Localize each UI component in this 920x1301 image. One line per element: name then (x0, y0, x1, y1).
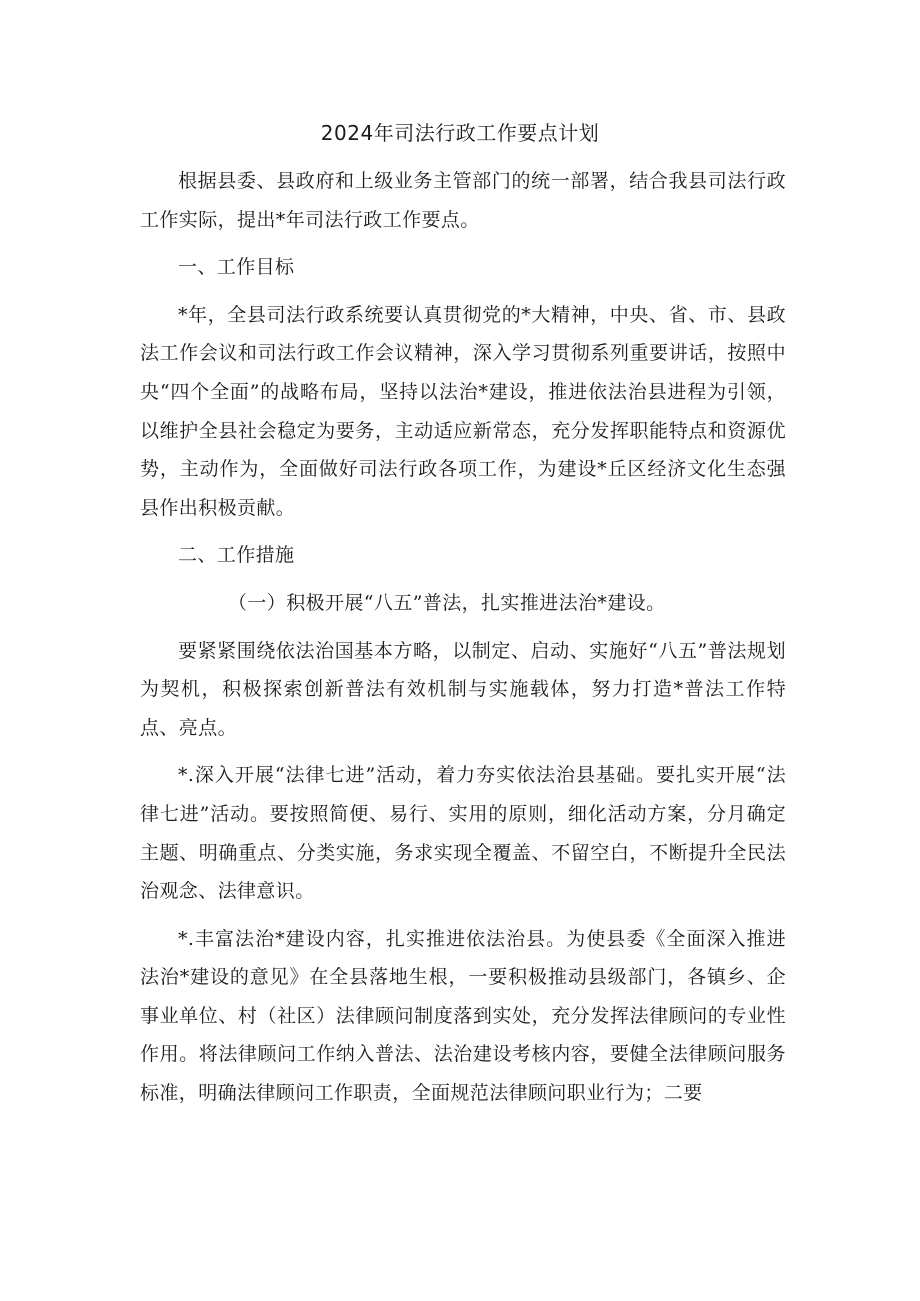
item-law-seven-entries: *.深入开展“法律七进”活动，着力夯实依法治县基础。要扎实开展“法律七进”活动。要按照简便、易行、实用的原则，细化活动方案，分月确定主题、明确重点、分类实施，务求实现全覆盖、不留空白，不断提升全民法治观念、法律意识。 (140, 764, 786, 903)
legal-education-paragraph: 要紧紧围绕依法治国基本方略，以制定、启动、实施好“八五”普法规划为契机，积极探索创新普法有效机制与实施载体，努力打造*普法工作特点、亮点。 (140, 639, 786, 739)
goals-paragraph: *年，全县司法行政系统要认真贯彻党的*大精神，中央、省、市、县政法工作会议和司法行政工作会议精神，深入学习贯彻系列重要讲话，按照中央“四个全面”的战略布局，坚持以法治*建设，推进依法治县进程为引领，以维护全县社会稳定为要务，主动适应新常态，充分发挥职能特点和资源优势，主动作为，全面做好司法行政各项工作，为建设*丘区经济文化生态强县作出积极贡献。 (140, 303, 786, 519)
document-body (140, 162, 786, 1113)
section-heading-measures: 二、工作措施 (178, 544, 295, 567)
subsection-heading-legal-education: （一）积极开展“八五”普法，扎实推进法治*建设。 (228, 591, 666, 614)
document-title: 2024年司法行政工作要点计划 (320, 121, 600, 145)
intro-paragraph: 根据县委、县政府和上级业务主管部门的统一部署，结合我县司法行政工作实际，提出*年司法行政工作要点。 (140, 170, 786, 231)
item-rule-of-law-content: *.丰富法治*建设内容，扎实推进依法治县。为使县委《全面深入推进法治*建设的意见》在全县落地生根，一要积极推动县级部门，各镇乡、企事业单位、村（社区）法律顾问制度落到实处，充分发挥法律顾问的专业性作用。将法律顾问工作纳入普法、法治建设考核内容，要健全法律顾问服务标准，明确法律顾问工作职责，全面规范法律顾问职业行为；二要 (140, 927, 786, 1105)
section-heading-goals: 一、工作目标 (178, 256, 295, 279)
